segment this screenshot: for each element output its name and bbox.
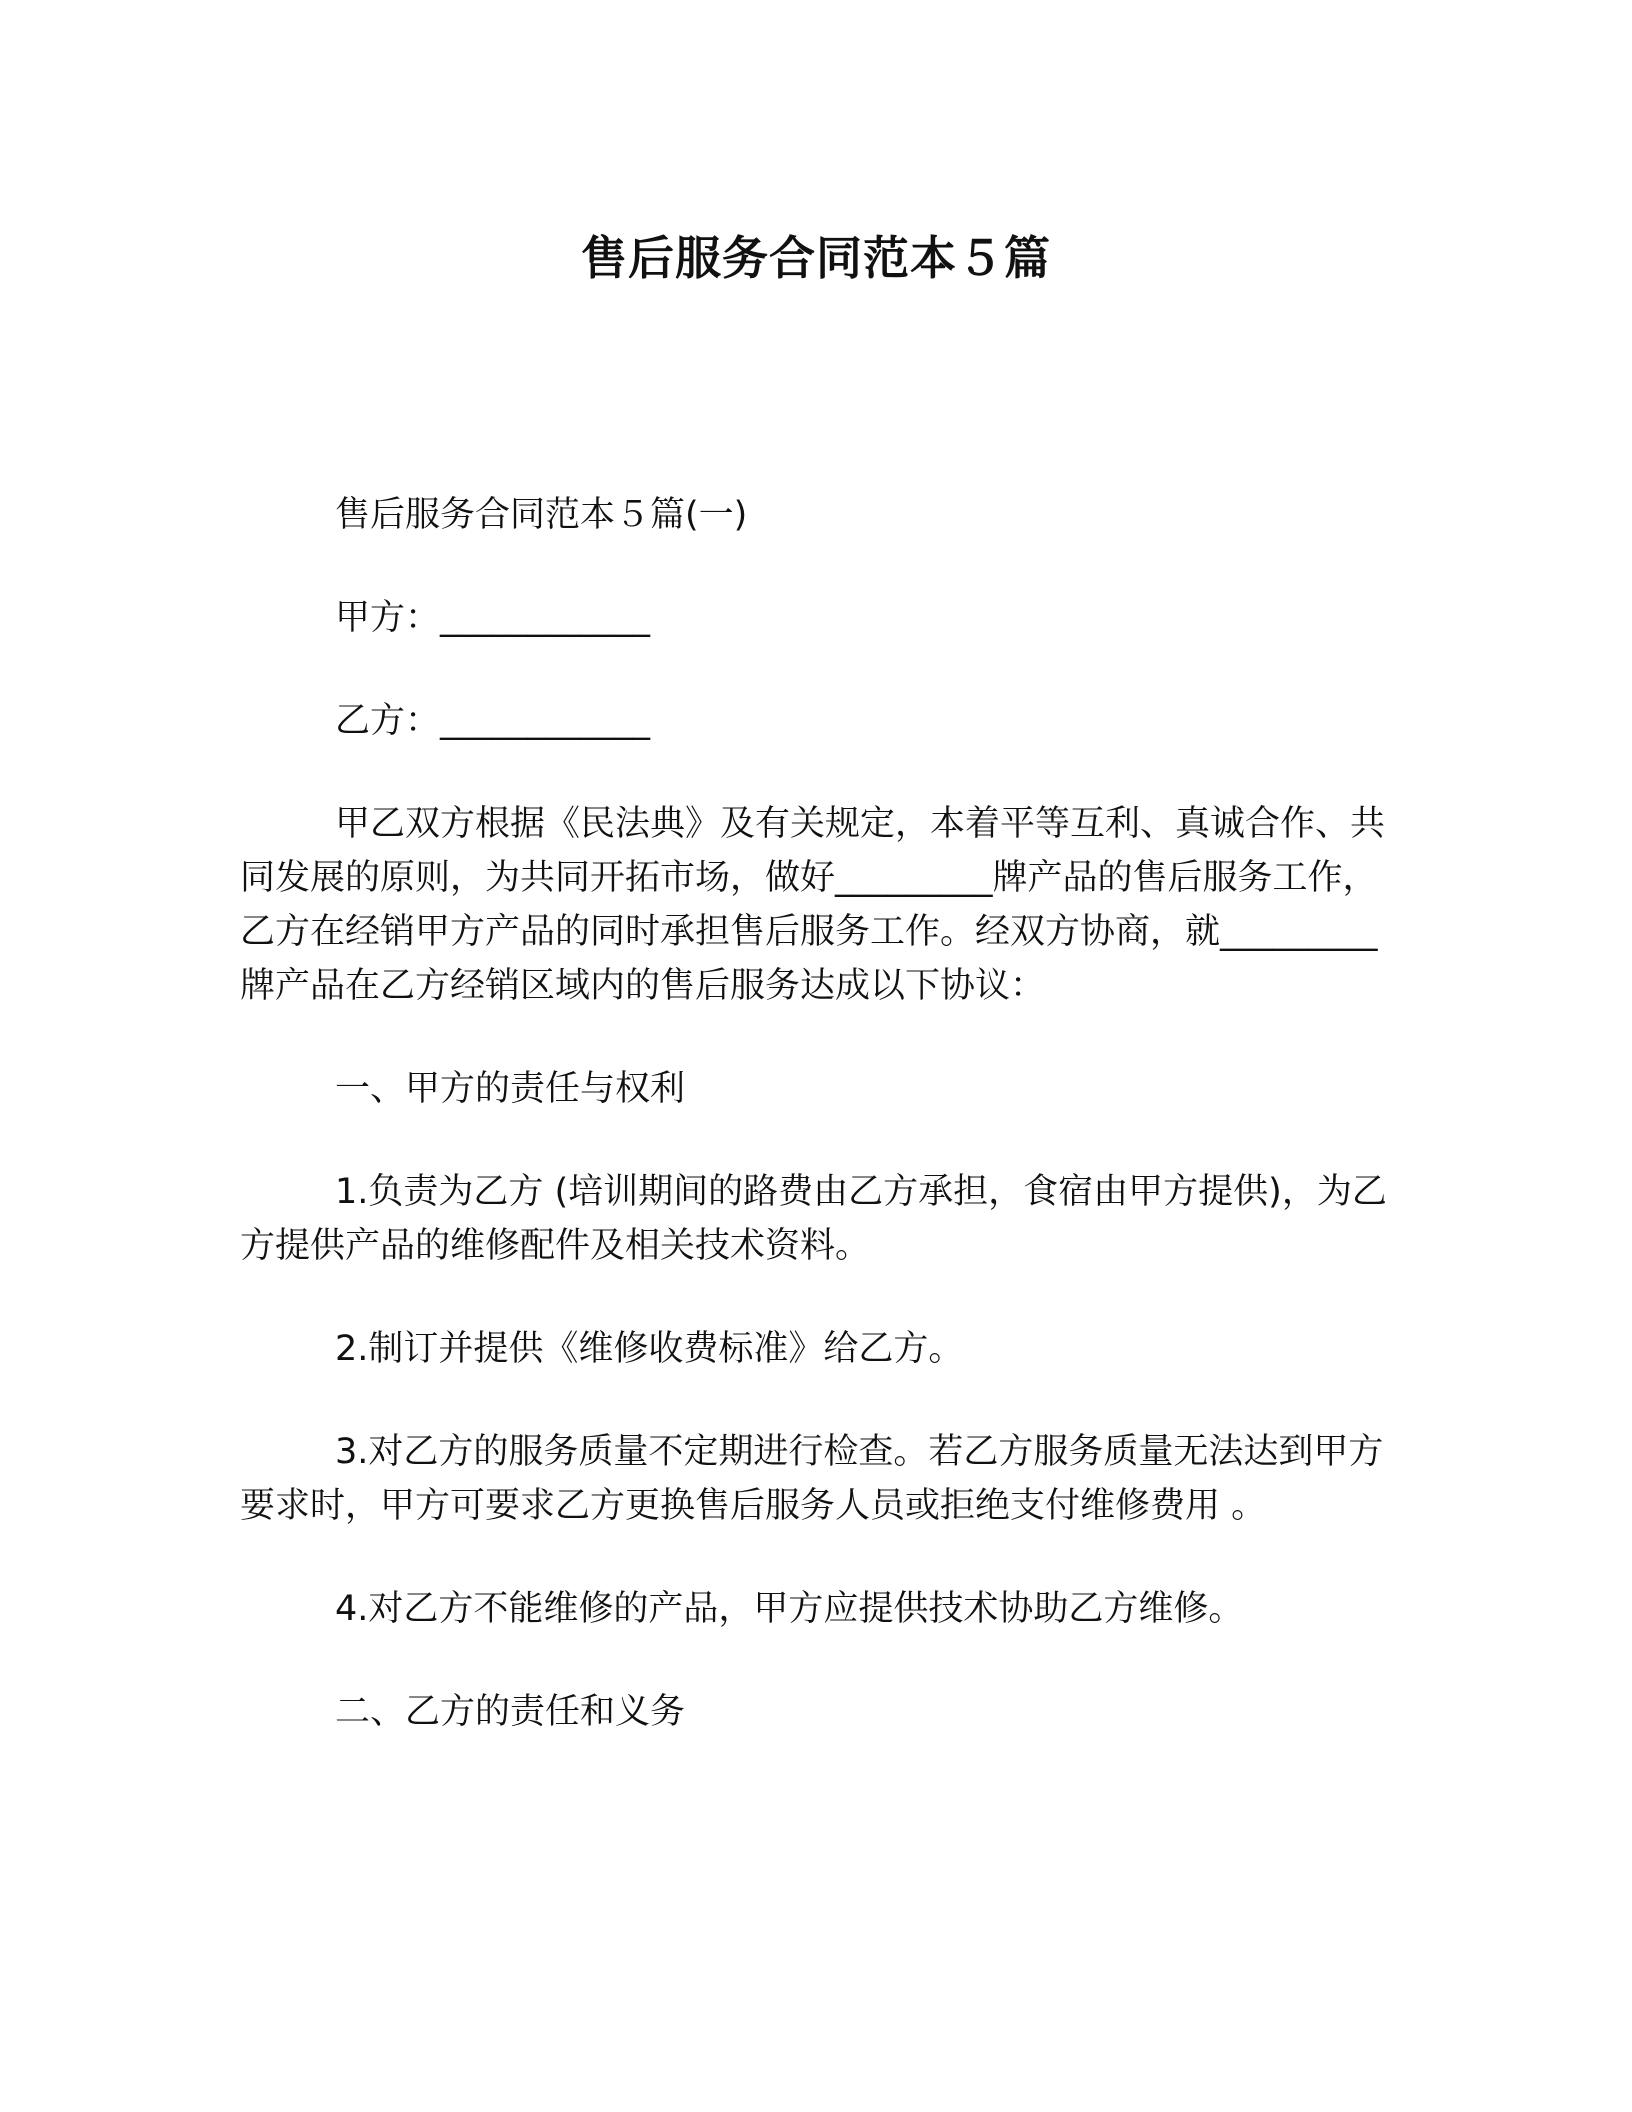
- heading-party-a-duties: 一、甲方的责任与权利: [335, 1069, 686, 1109]
- document-title: 售后服务合同范本５篇: [581, 231, 1051, 285]
- section-title: 售后服务合同范本５篇(一): [335, 495, 748, 535]
- party-a-blank: ____________: [440, 598, 651, 638]
- party-b-blank: ____________: [440, 701, 651, 741]
- clause-1: 1.负责为乙方 (培训期间的路费由乙方承担，食宿由甲方提供)，为乙方提供产品的维修配件及相关技术资料。: [240, 1172, 1387, 1266]
- clause-2: 2.制订并提供《维修收费标准》给乙方。: [335, 1329, 964, 1369]
- preamble-paragraph: 甲乙双方根据《民法典》及有关规定，本着平等互利、真诚合作、共同发展的原则，为共同开拓市场，做好_________牌产品的售后服务工作，乙方在经销甲方产品的同时承担售后服务工作。经双方协商，就_________牌产品在乙方经销区域内的售后服务达成以下协议：: [240, 804, 1386, 1006]
- clause-3: 3.对乙方的服务质量不定期进行检查。若乙方服务质量无法达到甲方要求时，甲方可要求乙方更换售后服务人员或拒绝支付维修费用 。: [240, 1432, 1384, 1526]
- document-body: [240, 488, 1400, 1788]
- heading-party-b-duties: 二、乙方的责任和义务: [335, 1692, 686, 1732]
- clause-4: 4.对乙方不能维修的产品，甲方应提供技术协助乙方维修。: [335, 1589, 1244, 1629]
- party-a-line: [240, 591, 1400, 645]
- party-b-line: [240, 694, 1400, 748]
- party-a-label: 甲方：: [335, 598, 441, 638]
- party-b-label: 乙方：: [335, 701, 441, 741]
